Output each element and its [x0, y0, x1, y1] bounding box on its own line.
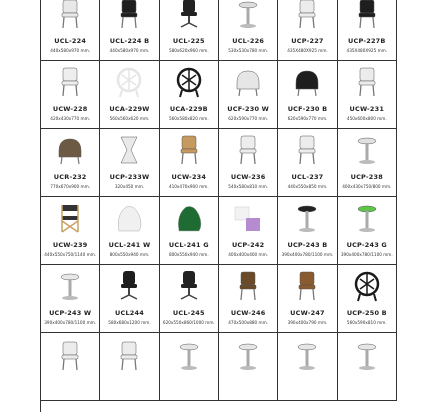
product-dimensions: 560x590x810 mm. — [346, 320, 387, 325]
green-bean-bag-icon — [172, 201, 206, 235]
product-cell — [219, 0, 278, 61]
product-cell — [160, 265, 219, 333]
black-office-chair-icon — [112, 269, 146, 303]
product-cell — [278, 0, 337, 61]
black-office-chair-icon — [172, 0, 206, 31]
white-plastic-chair-icon — [53, 0, 87, 31]
product-cell-partial — [219, 333, 278, 401]
black-lattice-chair-icon — [350, 269, 384, 303]
product-cell — [41, 61, 100, 129]
product-dimensions: 440x580x970 mm. — [109, 48, 150, 53]
product-dimensions: 390x400x780/1100 mm. — [281, 252, 334, 257]
product-dimensions: 620x590x770 mm. — [287, 116, 328, 121]
product-cell — [219, 197, 278, 265]
black-bar-stool-icon — [290, 201, 324, 235]
product-code: UCL-224 B — [109, 37, 150, 45]
product-dimensions: 440x580x970 mm. — [50, 48, 91, 53]
product-code: UCP-243 G — [346, 241, 387, 249]
product-code: UCL-226 — [232, 37, 265, 45]
product-dimensions: 560x580x820 mm. — [168, 116, 209, 121]
product-cell-partial — [41, 333, 100, 401]
product-code: UCL-241 G — [168, 241, 209, 249]
white-hourglass-stool-icon — [112, 133, 146, 167]
black-lattice-chair-icon — [172, 65, 206, 99]
product-dimensions: 580x680x1200 mm. — [108, 320, 151, 325]
product-code: UCW-239 — [52, 241, 88, 249]
product-dimensions: 410x470x900 mm. — [168, 184, 209, 189]
white-bar-stool-icon — [350, 133, 384, 167]
product-cell — [100, 61, 159, 129]
white-lattice-chair-icon — [112, 65, 146, 99]
product-cell — [160, 61, 219, 129]
product-cell — [278, 129, 337, 197]
product-code: UCW-246 — [230, 309, 266, 317]
white-bar-stool-icon — [350, 339, 384, 373]
white-bar-stool-icon — [231, 339, 265, 373]
product-code: UCW-231 — [349, 105, 385, 113]
product-dimensions: 435X480X925 mm. — [346, 48, 388, 53]
product-cell — [160, 0, 219, 61]
product-code: UCP-227B — [348, 37, 386, 45]
white-bar-stool-icon — [231, 0, 265, 31]
product-code: UCL244 — [115, 309, 144, 317]
folding-wood-chair-icon — [231, 269, 265, 303]
product-cell — [41, 197, 100, 265]
product-dimensions: 580x620x960 mm. — [168, 48, 209, 53]
white-chair-icon — [112, 339, 146, 373]
wooden-chair-icon — [172, 133, 206, 167]
cube-stool-icon — [231, 201, 265, 235]
black-armchair-icon — [290, 65, 324, 99]
product-cell — [278, 265, 337, 333]
white-chair-icon — [53, 339, 87, 373]
product-code: UCP-233W — [109, 173, 150, 181]
product-dimensions: 390x400x780/1100 mm. — [340, 252, 393, 257]
rattan-armchair-icon — [53, 133, 87, 167]
product-dimensions: 800x550x940 mm. — [109, 252, 150, 257]
product-cell-partial — [100, 333, 159, 401]
product-cell — [41, 129, 100, 197]
product-cell — [219, 129, 278, 197]
white-armchair-icon — [231, 65, 265, 99]
product-cell-partial — [338, 333, 397, 401]
product-cell — [338, 129, 397, 197]
white-chair-icon — [231, 133, 265, 167]
product-dimensions: 390x400x780/1100 mm. — [44, 320, 97, 325]
product-code: UCF-230 B — [287, 105, 328, 113]
product-cell — [278, 197, 337, 265]
product-cell — [100, 129, 159, 197]
product-dimensions: 530x530x780 mm. — [228, 48, 269, 53]
product-catalog-grid — [40, 0, 396, 412]
product-cell — [100, 265, 159, 333]
green-bar-stool-icon — [350, 201, 384, 235]
product-cell — [219, 265, 278, 333]
product-dimensions: 560x560x620 mm. — [109, 116, 150, 121]
product-cell-partial — [278, 333, 337, 401]
product-cell — [41, 265, 100, 333]
white-chair-icon — [290, 133, 324, 167]
folding-wood-chair-icon — [290, 269, 324, 303]
product-dimensions: 540x580x810 mm. — [228, 184, 269, 189]
product-code: UCA-229B — [169, 105, 208, 113]
product-code: UCP-227 — [291, 37, 324, 45]
white-bar-stool-icon — [290, 339, 324, 373]
product-code: UCA-229W — [109, 105, 150, 113]
product-dimensions: 440x550x750/1140 mm. — [44, 252, 97, 257]
product-cell — [338, 0, 397, 61]
white-bar-stool-icon — [172, 339, 206, 373]
product-cell — [338, 265, 397, 333]
product-code: UCP-238 — [350, 173, 383, 181]
product-cell-partial — [160, 333, 219, 401]
product-cell — [160, 197, 219, 265]
product-cell — [100, 197, 159, 265]
product-dimensions: 620x590x770 mm. — [228, 116, 269, 121]
white-chair-icon — [350, 65, 384, 99]
product-dimensions: 320x450 mm. — [114, 184, 145, 189]
director-chair-icon — [53, 201, 87, 235]
product-code: UCL-241 W — [108, 241, 151, 249]
product-code: UCW-228 — [52, 105, 88, 113]
product-cell — [41, 0, 100, 61]
product-dimensions: 440x550x850 mm. — [287, 184, 328, 189]
white-bean-bag-icon — [112, 201, 146, 235]
product-dimensions: 400x430x750/800 mm. — [342, 184, 392, 189]
product-code: UCW-236 — [230, 173, 266, 181]
black-plastic-chair-icon — [350, 0, 384, 31]
product-dimensions: 800x550x940 mm. — [168, 252, 209, 257]
product-cell — [160, 129, 219, 197]
product-code: UCP-250 B — [346, 309, 387, 317]
product-code: UCP-243 B — [287, 241, 328, 249]
product-code: UCL-237 — [291, 173, 324, 181]
product-code: UCR-232 — [53, 173, 87, 181]
product-code: UCP-243 W — [49, 309, 92, 317]
product-dimensions: 420x430x770 mm. — [50, 116, 91, 121]
product-cell — [219, 61, 278, 129]
product-code: UCW-247 — [290, 309, 325, 317]
product-dimensions: 400x400x400 mm. — [228, 252, 269, 257]
product-code: UCW-234 — [171, 173, 207, 181]
black-office-chair-icon — [172, 269, 206, 303]
product-cell — [278, 61, 337, 129]
product-code: UCL-245 — [172, 309, 205, 317]
product-cell — [100, 0, 159, 61]
white-plastic-chair-icon — [290, 0, 324, 31]
product-code: UCF-230 W — [227, 105, 270, 113]
white-bar-stool-icon — [53, 269, 87, 303]
product-cell — [338, 197, 397, 265]
product-dimensions: 450x600x800 mm. — [346, 116, 387, 121]
product-code: UCP-242 — [231, 241, 265, 249]
white-dining-chair-icon — [53, 65, 87, 99]
product-code: UCL-225 — [172, 37, 205, 45]
product-dimensions: 390x400x790 mm. — [287, 320, 328, 325]
product-code: UCL-224 — [54, 37, 87, 45]
product-cell — [338, 61, 397, 129]
product-dimensions: 620x550x860/1000 mm. — [162, 320, 215, 325]
product-dimensions: 770x670x900 mm. — [50, 184, 91, 189]
product-dimensions: 435X480X925 mm. — [287, 48, 328, 53]
product-dimensions: 470x500x880 mm. — [228, 320, 269, 325]
black-plastic-chair-icon — [112, 0, 146, 31]
